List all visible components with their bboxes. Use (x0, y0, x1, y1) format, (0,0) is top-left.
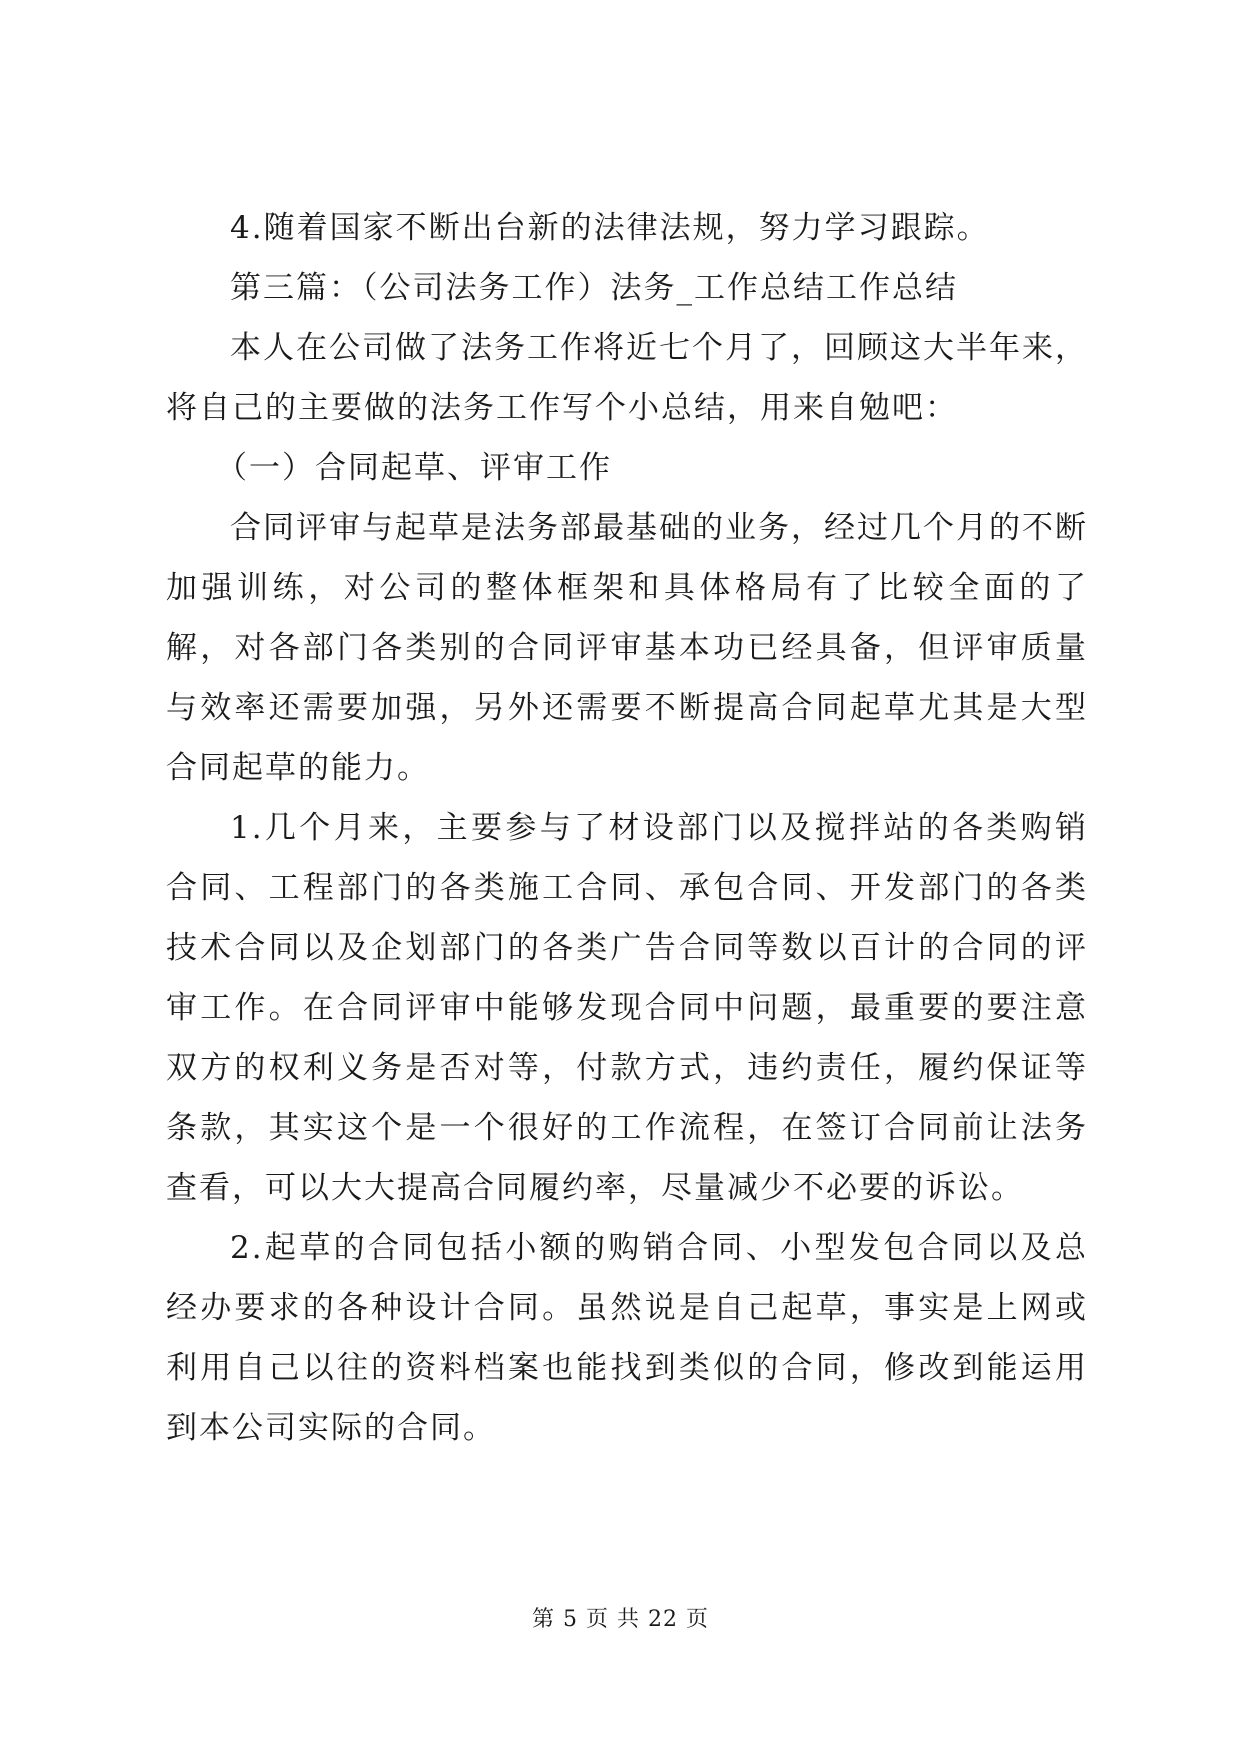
subheading-contract-drafting-review: （一）合同起草、评审工作 (216, 450, 612, 486)
document-body (166, 198, 1088, 1458)
paragraph-item-2: 2.起草的合同包括小额的购销合同、小型发包合同以及总经办要求的各种设计合同。虽然说是自己起草，事实是上网或利用自己以往的资料档案也能找到类似的合同，修改到能运用到本公司实际的合同。 (166, 1230, 1088, 1446)
paragraph-item-4: 4.随着国家不断出台新的法律法规，努力学习跟踪。 (230, 210, 990, 246)
page-number-footer: 第 5 页 共 22 页 (532, 1607, 709, 1632)
paragraph-contract-review: 合同评审与起草是法务部最基础的业务，经过几个月的不断加强训练，对公司的整体框架和具体格局有了比较全面的了解，对各部门各类别的合同评审基本功已经具备，但评审质量与效率还需要加强，另外还需要不断提高合同起草尤其是大型合同起草的能力。 (166, 510, 1088, 786)
paragraph-intro: 本人在公司做了法务工作将近七个月了，回顾这大半年来，将自己的主要做的法务工作写个小总结，用来自勉吧： (166, 330, 1088, 426)
paragraph-item-1: 1.几个月来，主要参与了材设部门以及搅拌站的各类购销合同、工程部门的各类施工合同、承包合同、开发部门的各类技术合同以及企划部门的各类广告合同等数以百计的合同的评审工作。在合同评审中能够发现合同中问题，最重要的要注意双方的权利义务是否对等，付款方式，违约责任，履约保证等条款，其实这个是一个很好的工作流程，在签订合同前让法务查看，可以大大提高合同履约率，尽量减少不必要的诉讼。 (166, 810, 1088, 1206)
section-heading-part-three: 第三篇：（公司法务工作）法务_工作总结工作总结 (230, 270, 958, 306)
